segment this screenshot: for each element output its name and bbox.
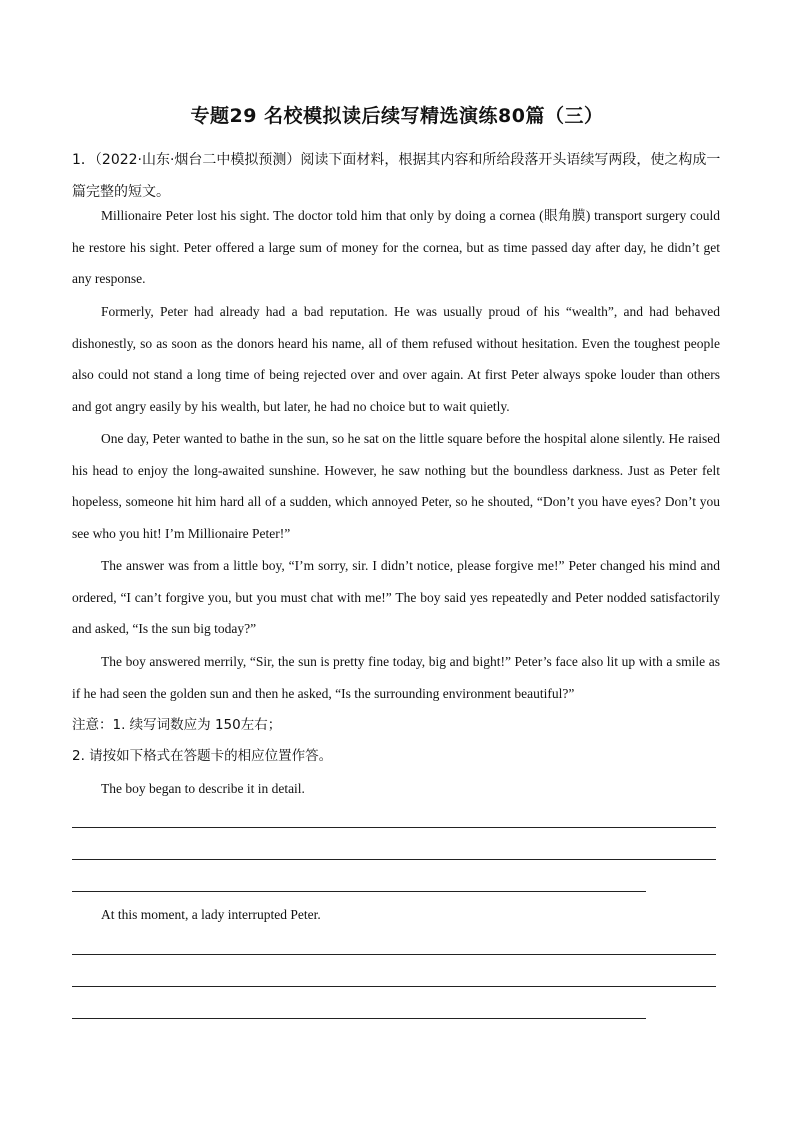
starter-paragraph-1: The boy began to describe it in detail. — [101, 781, 305, 796]
passage-paragraph-3: One day, Peter wanted to bathe in the sun, so he sat on the little square before the hospital alone silently. He raised his head to enjoy the long-awaited sunshine. However, he saw nothing but the boundless darkness. Just as Peter felt hopeless, someone hit him hard all of a sudden, which annoyed Peter, so he shouted, “Don’t you have eyes? Don’t you see who you hit! I’m Millionaire Peter!” — [72, 431, 720, 542]
answer-line — [72, 859, 716, 860]
answer-line — [72, 1018, 646, 1019]
passage-paragraph-5: The boy answered merrily, “Sir, the sun is pretty fine today, big and bight!” Peter’s face also lit up with a smile as if he had seen the golden sun and then he asked, “Is the surrounding environment beautiful?” — [72, 654, 720, 701]
page-title: 专题29 名校模拟读后续写精选演练80篇（三） — [190, 105, 604, 127]
passage-paragraph-1: Millionaire Peter lost his sight. The doctor told him that only by doing a cornea (眼角膜) transport surgery could he restore his sight. Peter offered a large sum of money for the cornea, but as time passed day after day, he didn’t get any response. — [72, 208, 720, 287]
passage-paragraph-2: Formerly, Peter had already had a bad reputation. He was usually proud of his “wealth”, and had behaved dishonestly, so as soon as the donors heard his name, all of them refused without hesitation. Even the toughest people also could not stand a long time of being rejected over and over again. At first Peter always spoke louder than others and got angry easily by his wealth, but later, he had no choice but to wait quietly. — [72, 304, 720, 415]
answer-line — [72, 827, 716, 828]
question-intro: 1．（2022·山东·烟台二中模拟预测）阅读下面材料，根据其内容和所给段落开头语续写两段，使之构成一篇完整的短文。 — [72, 152, 721, 200]
answer-line — [72, 891, 646, 892]
note-answer-format: 2. 请按如下格式在答题卡的相应位置作答。 — [72, 748, 333, 764]
passage-paragraph-4: The answer was from a little boy, “I’m sorry, sir. I didn’t notice, please forgive me!” Peter changed his mind and ordered, “I can’t forgive you, but you must chat with me!” The boy said yes repeatedly and Peter nodded satisfactorily and asked, “Is the sun big today?” — [72, 558, 720, 637]
answer-line — [72, 954, 716, 955]
note-word-count: 注意：1. 续写词数应为 150左右； — [72, 717, 282, 733]
starter-paragraph-2: At this moment, a lady interrupted Peter. — [101, 907, 321, 922]
answer-line — [72, 986, 716, 987]
